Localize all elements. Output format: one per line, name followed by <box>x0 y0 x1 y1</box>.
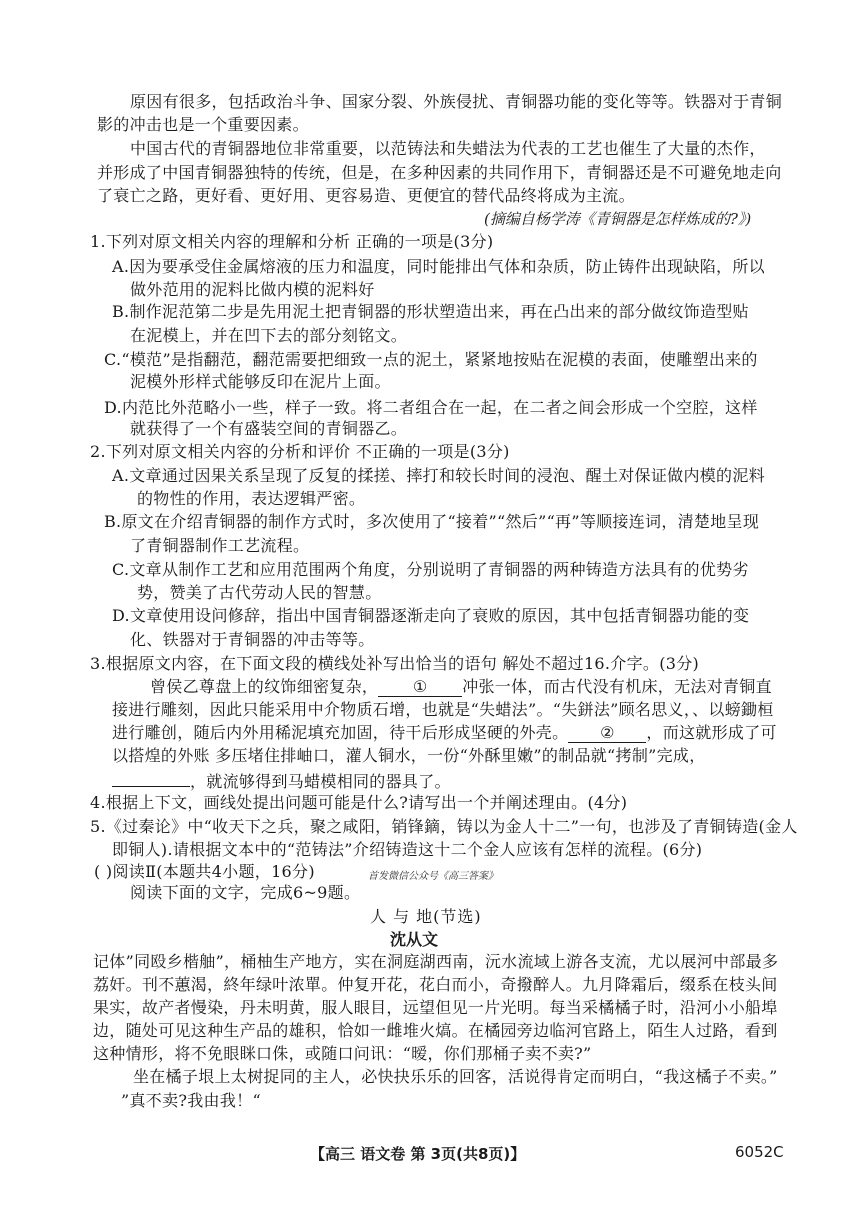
question-5-stem-cont: 即铜人).请根据文本中的“范铸法”介绍铸造这十二个金人应该有怎样的流程。(6分) <box>112 840 703 859</box>
passage1-line: 原因有很多，包括政治斗争、国家分裂、外族侵扰、青铜器功能的变化等等。铁器对于青铜 <box>130 92 783 111</box>
question-3-line <box>150 676 772 698</box>
passage2-line: 记体”同殴乡楷舳”，桶柚生产地方，实在洞庭湖西南，沅水流域上游各支流，尤以展河中部最多 <box>93 952 779 971</box>
passage-title: 人 与 地(节选) <box>370 907 482 926</box>
question-2-option-c-cont: 势，赞美了古代劳动人民的智慧。 <box>137 583 382 602</box>
question-3-line <box>112 722 777 744</box>
question-3-line: 接进行雕刻，因此只能采用中介物质石增，也就是“失蜡法”。“失鉼法”顾名思义，、以螃鋤桓 <box>112 700 774 719</box>
question-2-option-d-cont: 化、铁器对于青铜器的冲击等等。 <box>130 630 375 649</box>
reading-instruction: 阅读下面的文字，完成6~9题。 <box>130 883 361 902</box>
passage2-line: 果实，故产者慢染，丹未明黄，服人眼目，远望但见一片光明。每当采橘橘子时，沿河小小船埠 <box>93 998 778 1017</box>
exam-code: 6052C <box>735 1143 784 1161</box>
question-2-option-b-cont: 了青铜器制作工艺流程。 <box>130 536 310 555</box>
passage2-line: ”真不卖?我由我！“ <box>121 1091 261 1110</box>
question-1-stem: 1.下列对原文相关内容的理解和分析 正确的一项是(3分) <box>90 232 494 251</box>
question-1-option-b: B.制作泥范第二步是先用泥土把青铜器的形状塑造出来，再在凸出来的部分做纹饰造型贴 <box>112 302 749 321</box>
passage2-line: 坐在橘子垠上太树捉同的主人，必快抉乐乐的回客，活说得肯定而明白，“我这橘子不卖。” <box>133 1067 778 1086</box>
question-1-option-a: A.因为要承受住金属熔液的压力和温度，同时能排出气体和杂质，防止铸件出现缺陷，所以 <box>112 257 765 276</box>
passage1-source: (摘编自杨学涛《青铜器是怎样炼成的?》) <box>484 210 752 228</box>
page-footer: 【高三 语文卷 第 3页(共8页)】 <box>310 1145 526 1163</box>
question-1-option-a-cont: 做外范用的泥料比做内模的泥料好 <box>130 280 375 299</box>
fill-blank-1[interactable]: ① <box>378 678 462 697</box>
question-4-stem: 4.根据上下文，画线处提出问题可能是什么?请写出一个并阐述理由。(4分) <box>90 793 628 812</box>
passage-author: 沈从文 <box>390 930 439 949</box>
question-3-text: 进行雕创，随后内外用稀泥填充加固，待干后形成坚硬的外壳。 <box>112 723 569 742</box>
question-3-line: 以搭煌的外账 多压堵住排岫口，灌人铜水，一份“外酥里嫩”的制品就“拷制”完成， <box>112 746 706 765</box>
passage1-line: 并形成了中国青铜器独特的传统，但是，在多种因素的共同作用下，青铜器还是不可避免地走向 <box>97 163 782 182</box>
passage1-line: 影的冲击也是一个重要因素。 <box>97 115 309 134</box>
question-1-option-c-cont: 泥模外形样式能够反印在泥片上面。 <box>130 372 391 391</box>
section-2-heading: ( )阅读Ⅱ(本题共4小题，16分) <box>94 862 315 881</box>
question-3-text: ，就流够得到马蜡模相同的器具了。 <box>190 772 451 791</box>
fill-blank-3[interactable] <box>112 768 190 787</box>
passage2-line: 这种情形，将不免眼眯口侏，或随口问讯：“暧，你们那桶子卖不卖?” <box>93 1044 592 1063</box>
question-2-option-a: A.文章通过因果关系呈现了反复的揉搓、摔打和较长时间的浸泡、醒土对保证做内模的泥料 <box>112 466 765 485</box>
source-note: 首发微信公众号《高三答案》 <box>368 871 498 882</box>
question-1-option-d: D.内范比外范略小一些，样子一致。将二者组合在一起，在二者之间会形成一个空腔，这样 <box>104 398 758 417</box>
question-3-text: ，而这就形成了可 <box>646 723 777 742</box>
question-5-stem: 5.《过秦论》中“收天下之兵，聚之咸阳，销锋鏑，铸以为金人十二”一句，也涉及了青铜铸造(金人 <box>90 817 798 836</box>
passage2-line: 边，随处可见这种生产品的雄积，恰如一雌堆火熇。在橘园旁边临河官路上，陌生人过路，看到 <box>93 1021 778 1040</box>
question-1-option-b-cont: 在泥模上，并在凹下去的部分刻铭文。 <box>130 326 408 345</box>
question-3-stem: 3.根据原文内容，在下面文段的横线处补写出恰当的语句 解处不超过16.介字。(3分) <box>90 654 700 673</box>
fill-blank-2[interactable]: ② <box>568 724 646 743</box>
passage2-line: 荔奸。刊不蕙渴，終年绿叶浓單。仲复开花，花白而小，奇撥醉人。九月降霜后，缀系在枝头间 <box>93 975 778 994</box>
passage1-line: 中国古代的青铜器地位非常重要，以范铸法和失蜡法为代表的工艺也催生了大量的杰作， <box>130 139 766 158</box>
question-2-stem: 2.下列对原文相关内容的分析和评价 不正确的一项是(3分) <box>90 442 510 461</box>
question-2-option-a-cont: 的物性的作用，表达逻辑严密。 <box>137 489 366 508</box>
passage1-line: 了衰亡之路，更好看、更好用、更容易造、更便宜的替代品终将成为主流。 <box>97 186 635 205</box>
question-3-line <box>112 768 451 793</box>
question-1-option-c: C.“模范”是指翻范，翻范需要把细致一点的泥土，紧紧地按贴在泥模的表面，使雕塑出来的 <box>104 350 758 369</box>
question-2-option-b: B.原文在介绍青铜器的制作方式时，多次使用了“接着”“然后”“再”等顺接连词，清楚地呈现 <box>104 512 760 531</box>
question-3-text: 曾侯乙尊盘上的纹饰细密复杂， <box>150 677 379 696</box>
question-3-text: 冲张一体，而古代没有机床，无法对青铜直 <box>462 677 772 696</box>
question-2-option-c: C.文章从制作工艺和应用范围两个角度，分别说明了青铜器的两种铸造方法具有的优势劣 <box>112 560 749 579</box>
question-1-option-d-cont: 就获得了一个有盛装空间的青铜器乙。 <box>130 419 408 438</box>
question-2-option-d: D.文章使用设问修辞，指出中国青铜器逐渐走向了衰败的原因，其中包括青铜器功能的变 <box>112 606 750 625</box>
